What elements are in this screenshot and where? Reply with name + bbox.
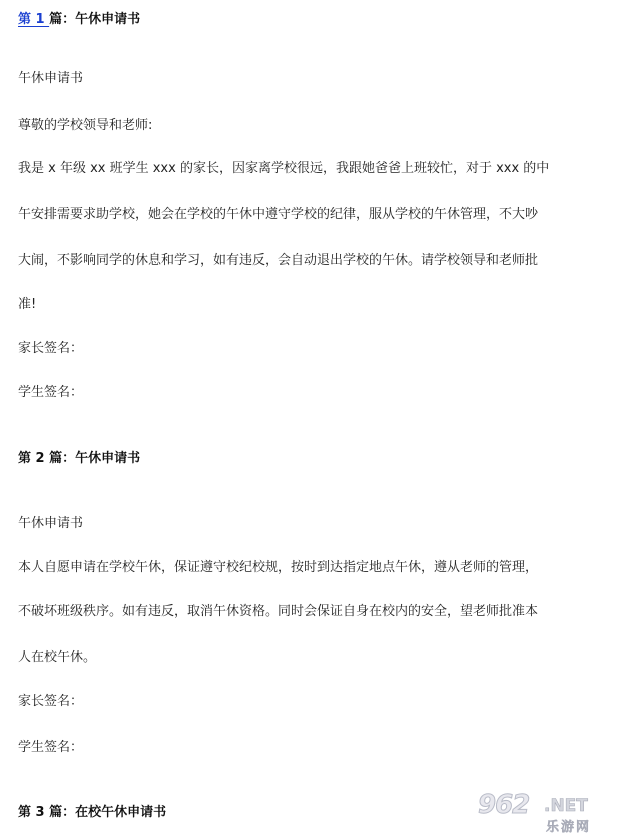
section-2-parent-signature: 家长签名： xyxy=(18,694,84,709)
section-3-heading: 第 3 篇：在校午休申请书 xyxy=(18,805,167,820)
site-watermark xyxy=(474,790,612,834)
section-1-paragraph-line: 午安排需要求助学校，她会在学校的午休中遵守学校的纪律，服从学校的午休管理，不大吵 xyxy=(18,207,539,222)
section-1-heading-text: 篇：午休申请书 xyxy=(49,12,141,27)
section-1-paragraph-line: 我是 x 年级 xx 班学生 xxx 的家长，因家离学校很远，我跟她爸爸上班较忙，对于 xxx 的中 xyxy=(18,161,550,176)
section-1-salutation: 尊敬的学校领导和老师: xyxy=(18,118,153,133)
section-1-title: 午休申请书 xyxy=(18,71,84,86)
watermark-domain: .NET xyxy=(544,796,588,816)
section-1-student-signature: 学生签名： xyxy=(18,385,84,400)
section-1-paragraph-line: 准! xyxy=(18,297,37,312)
section-1-link[interactable]: 第 1 xyxy=(18,12,50,27)
watermark-site-name: 乐游网 xyxy=(546,820,592,835)
section-1-parent-signature: 家长签名： xyxy=(18,341,84,356)
section-1-paragraph-line: 大闹，不影响同学的休息和学习，如有违反，会自动退出学校的午休。请学校领导和老师批 xyxy=(18,253,539,268)
section-2-heading: 第 2 篇：午休申请书 xyxy=(18,451,141,466)
section-1-heading xyxy=(18,8,140,27)
section-2-paragraph-line: 本人自愿申请在学校午休，保证遵守校纪校规，按时到达指定地点午休，遵从老师的管理， xyxy=(18,560,539,575)
section-2-paragraph-line: 人在校午休。 xyxy=(18,650,97,665)
section-2-title: 午休申请书 xyxy=(18,516,84,531)
watermark-number: 962 xyxy=(478,790,530,820)
section-2-student-signature: 学生签名： xyxy=(18,740,84,755)
section-2-paragraph-line: 不破坏班级秩序。如有违反，取消午休资格。同时会保证自身在校内的安全，望老师批准本 xyxy=(18,604,539,619)
